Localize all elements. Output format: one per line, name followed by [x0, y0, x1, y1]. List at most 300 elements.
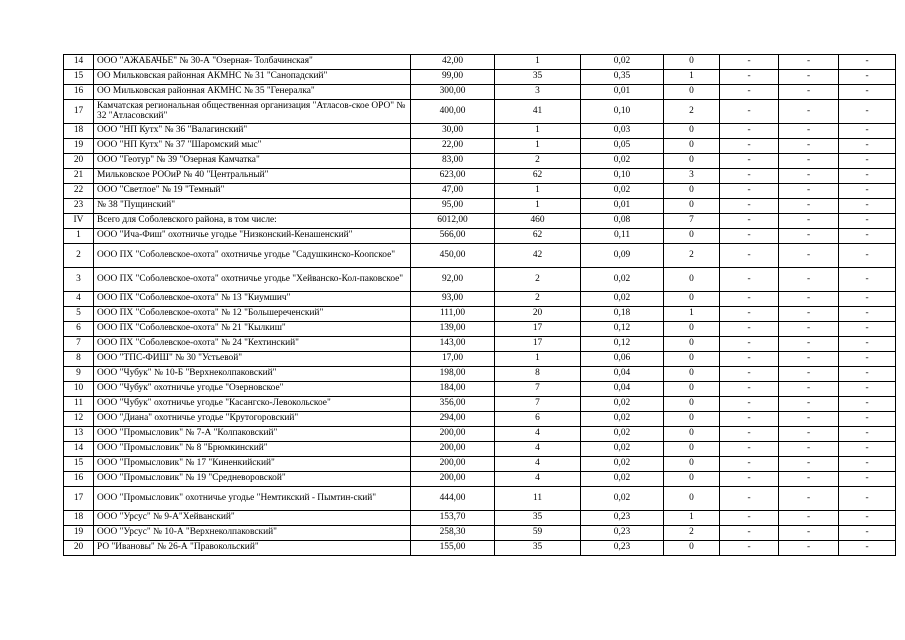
- density-value: 0,02: [581, 442, 664, 457]
- col-7-value: -: [720, 199, 779, 214]
- table-row: [64, 184, 896, 199]
- table-row: [64, 307, 896, 322]
- quota-value: 0: [664, 229, 720, 244]
- col-9-value: -: [839, 427, 896, 442]
- density-value: 0,06: [581, 352, 664, 367]
- organization-name: ООО ПХ "Соболевское-охота" охотничье угодье "Садушкинско-Коопское": [94, 244, 411, 268]
- quota-value: 7: [664, 214, 720, 229]
- organization-name: ООО "Геотур" № 39 "Озерная Камчатка": [94, 154, 411, 169]
- col-8-value: -: [779, 85, 839, 100]
- count-value: 4: [495, 427, 581, 442]
- quota-value: 0: [664, 322, 720, 337]
- row-number: 15: [64, 457, 94, 472]
- quota-value: 0: [664, 55, 720, 70]
- table-row: [64, 268, 896, 292]
- area-value: 153,70: [411, 511, 495, 526]
- organization-name: ООО "Промысловик" № 7-А "Колпаковский": [94, 427, 411, 442]
- count-value: 17: [495, 337, 581, 352]
- col-9-value: -: [839, 526, 896, 541]
- col-9-value: -: [839, 100, 896, 124]
- row-number: 15: [64, 70, 94, 85]
- count-value: 1: [495, 199, 581, 214]
- area-value: 450,00: [411, 244, 495, 268]
- area-value: 258,30: [411, 526, 495, 541]
- quota-value: 0: [664, 412, 720, 427]
- row-number: 5: [64, 307, 94, 322]
- organization-name: ООО "Светлое" № 19 "Темный": [94, 184, 411, 199]
- row-number: 22: [64, 184, 94, 199]
- row-number: 3: [64, 268, 94, 292]
- quota-value: 0: [664, 457, 720, 472]
- col-8-value: -: [779, 268, 839, 292]
- density-value: 0,12: [581, 322, 664, 337]
- col-7-value: -: [720, 472, 779, 487]
- col-8-value: -: [779, 472, 839, 487]
- area-value: 300,00: [411, 85, 495, 100]
- table-row: [64, 292, 896, 307]
- row-number: 14: [64, 442, 94, 457]
- col-9-value: -: [839, 124, 896, 139]
- col-7-value: -: [720, 214, 779, 229]
- col-7-value: -: [720, 292, 779, 307]
- row-number: 1: [64, 229, 94, 244]
- area-value: 30,00: [411, 124, 495, 139]
- col-7-value: -: [720, 457, 779, 472]
- col-8-value: -: [779, 382, 839, 397]
- col-7-value: -: [720, 169, 779, 184]
- area-value: 47,00: [411, 184, 495, 199]
- density-value: 0,02: [581, 427, 664, 442]
- table-row: [64, 382, 896, 397]
- row-number: 4: [64, 292, 94, 307]
- col-8-value: -: [779, 55, 839, 70]
- quota-value: 0: [664, 292, 720, 307]
- col-8-value: -: [779, 511, 839, 526]
- row-number: 19: [64, 139, 94, 154]
- quota-value: 2: [664, 526, 720, 541]
- quota-value: 1: [664, 511, 720, 526]
- count-value: 62: [495, 229, 581, 244]
- col-7-value: -: [720, 322, 779, 337]
- col-9-value: -: [839, 169, 896, 184]
- organization-name: Мильковское РООиР № 40 "Центральный": [94, 169, 411, 184]
- organization-name: ООО ПХ "Соболевское-охота" охотничье угодье "Хейванско-Кол-паковское": [94, 268, 411, 292]
- col-9-value: -: [839, 397, 896, 412]
- col-7-value: -: [720, 487, 779, 511]
- quota-value: 3: [664, 169, 720, 184]
- col-7-value: -: [720, 427, 779, 442]
- table-row: [64, 199, 896, 214]
- count-value: 42: [495, 244, 581, 268]
- organization-name: Камчатская региональная общественная организация "Атласов-ское ОРО" № 32 "Атласовский": [94, 100, 411, 124]
- row-number: 16: [64, 472, 94, 487]
- row-number: 2: [64, 244, 94, 268]
- organization-name: ООО "Урсус" № 10-А "Верхнеколпаковский": [94, 526, 411, 541]
- organization-name: ООО "АЖАБАЧЬЕ" № 30-А "Озерная- Толбачинская": [94, 55, 411, 70]
- row-number: 20: [64, 541, 94, 556]
- col-8-value: -: [779, 229, 839, 244]
- table-row: [64, 322, 896, 337]
- col-9-value: -: [839, 352, 896, 367]
- quota-value: 0: [664, 199, 720, 214]
- area-value: 200,00: [411, 442, 495, 457]
- count-value: 4: [495, 442, 581, 457]
- col-9-value: -: [839, 541, 896, 556]
- count-value: 1: [495, 139, 581, 154]
- row-number: 18: [64, 124, 94, 139]
- organization-name: ОО Мильковская районная АКМНС № 31 "Санопадский": [94, 70, 411, 85]
- col-8-value: -: [779, 526, 839, 541]
- quota-value: 0: [664, 337, 720, 352]
- table-row: [64, 526, 896, 541]
- organization-name: ООО ПХ "Соболевское-охота" № 21 "Кылкиш": [94, 322, 411, 337]
- organization-name: ООО "Чубук" № 10-Б "Верхнеколпаковский": [94, 367, 411, 382]
- organization-name: ООО "Урсус" № 9-А"Хейванский": [94, 511, 411, 526]
- density-value: 0,10: [581, 100, 664, 124]
- count-value: 7: [495, 382, 581, 397]
- col-9-value: -: [839, 199, 896, 214]
- organization-name: ООО "Ича-Фиш" охотничье угодье "Низконский-Кенашенский": [94, 229, 411, 244]
- col-8-value: -: [779, 199, 839, 214]
- count-value: 59: [495, 526, 581, 541]
- col-8-value: -: [779, 541, 839, 556]
- row-number: 16: [64, 85, 94, 100]
- table-row: [64, 154, 896, 169]
- density-value: 0,35: [581, 70, 664, 85]
- col-9-value: -: [839, 85, 896, 100]
- density-value: 0,02: [581, 55, 664, 70]
- col-8-value: -: [779, 457, 839, 472]
- col-9-value: -: [839, 382, 896, 397]
- density-value: 0,18: [581, 307, 664, 322]
- organization-name: ООО ПХ "Соболевское-охота" № 13 "Киумшич": [94, 292, 411, 307]
- col-9-value: -: [839, 268, 896, 292]
- col-9-value: -: [839, 229, 896, 244]
- area-value: 356,00: [411, 397, 495, 412]
- col-8-value: -: [779, 169, 839, 184]
- area-value: 155,00: [411, 541, 495, 556]
- area-value: 139,00: [411, 322, 495, 337]
- table-row: [64, 367, 896, 382]
- density-value: 0,02: [581, 397, 664, 412]
- density-value: 0,02: [581, 487, 664, 511]
- quota-value: 0: [664, 352, 720, 367]
- organization-name: № 38 "Пущинский": [94, 199, 411, 214]
- table-row: [64, 337, 896, 352]
- area-value: 92,00: [411, 268, 495, 292]
- quota-value: 2: [664, 244, 720, 268]
- area-value: 184,00: [411, 382, 495, 397]
- density-value: 0,01: [581, 199, 664, 214]
- quota-value: 2: [664, 100, 720, 124]
- col-8-value: -: [779, 100, 839, 124]
- row-number: IV: [64, 214, 94, 229]
- col-9-value: -: [839, 337, 896, 352]
- col-9-value: -: [839, 154, 896, 169]
- count-value: 8: [495, 367, 581, 382]
- col-8-value: -: [779, 322, 839, 337]
- col-7-value: -: [720, 184, 779, 199]
- col-9-value: -: [839, 442, 896, 457]
- quota-value: 1: [664, 70, 720, 85]
- density-value: 0,02: [581, 412, 664, 427]
- col-8-value: -: [779, 442, 839, 457]
- area-value: 83,00: [411, 154, 495, 169]
- count-value: 3: [495, 85, 581, 100]
- col-8-value: -: [779, 337, 839, 352]
- quota-value: 0: [664, 472, 720, 487]
- count-value: 35: [495, 70, 581, 85]
- col-9-value: -: [839, 307, 896, 322]
- organization-name: ООО "Промысловик" № 8 "Брюмкинский": [94, 442, 411, 457]
- table-row: [64, 427, 896, 442]
- col-8-value: -: [779, 124, 839, 139]
- quota-value: 0: [664, 154, 720, 169]
- area-value: 200,00: [411, 457, 495, 472]
- table-row: [64, 214, 896, 229]
- area-value: 200,00: [411, 427, 495, 442]
- quota-value: 0: [664, 85, 720, 100]
- organization-name: ООО ПХ "Соболевское-охота" № 24 "Кехтинский": [94, 337, 411, 352]
- col-7-value: -: [720, 442, 779, 457]
- col-8-value: -: [779, 184, 839, 199]
- col-8-value: -: [779, 292, 839, 307]
- area-value: 22,00: [411, 139, 495, 154]
- col-7-value: -: [720, 382, 779, 397]
- col-7-value: -: [720, 244, 779, 268]
- col-7-value: -: [720, 154, 779, 169]
- count-value: 4: [495, 457, 581, 472]
- density-value: 0,02: [581, 184, 664, 199]
- density-value: 0,23: [581, 526, 664, 541]
- table-row: [64, 472, 896, 487]
- row-number: 23: [64, 199, 94, 214]
- area-value: 400,00: [411, 100, 495, 124]
- col-8-value: -: [779, 244, 839, 268]
- table-row: [64, 100, 896, 124]
- col-7-value: -: [720, 367, 779, 382]
- col-7-value: -: [720, 541, 779, 556]
- organization-name: ОО Мильковская районная АКМНС № 35 "Генералка": [94, 85, 411, 100]
- organization-name: Всего для Соболевского района, в том числе:: [94, 214, 411, 229]
- area-value: 99,00: [411, 70, 495, 85]
- row-number: 18: [64, 511, 94, 526]
- col-9-value: -: [839, 70, 896, 85]
- organization-name: ООО ПХ "Соболевское-охота" № 12 "Большереченский": [94, 307, 411, 322]
- row-number: 7: [64, 337, 94, 352]
- col-9-value: -: [839, 472, 896, 487]
- col-7-value: -: [720, 397, 779, 412]
- organization-name: РО "Ивановы" № 26-А "Правокольский": [94, 541, 411, 556]
- density-value: 0,02: [581, 292, 664, 307]
- count-value: 4: [495, 472, 581, 487]
- row-number: 20: [64, 154, 94, 169]
- quota-value: 0: [664, 268, 720, 292]
- area-value: 95,00: [411, 199, 495, 214]
- col-9-value: -: [839, 457, 896, 472]
- col-9-value: -: [839, 55, 896, 70]
- density-value: 0,10: [581, 169, 664, 184]
- count-value: 460: [495, 214, 581, 229]
- col-8-value: -: [779, 367, 839, 382]
- table-row: [64, 229, 896, 244]
- col-9-value: -: [839, 184, 896, 199]
- row-number: 17: [64, 487, 94, 511]
- col-7-value: -: [720, 352, 779, 367]
- count-value: 6: [495, 412, 581, 427]
- table-row: [64, 352, 896, 367]
- row-number: 8: [64, 352, 94, 367]
- organization-name: ООО "Промысловик" № 17 "Киненкийский": [94, 457, 411, 472]
- density-value: 0,12: [581, 337, 664, 352]
- table-row: [64, 397, 896, 412]
- table-row: [64, 55, 896, 70]
- count-value: 1: [495, 55, 581, 70]
- table-row: [64, 85, 896, 100]
- area-value: 17,00: [411, 352, 495, 367]
- count-value: 20: [495, 307, 581, 322]
- count-value: 62: [495, 169, 581, 184]
- count-value: 7: [495, 397, 581, 412]
- col-8-value: -: [779, 397, 839, 412]
- area-value: 143,00: [411, 337, 495, 352]
- table-row: [64, 244, 896, 268]
- organization-name: ООО "Промысловик" № 19 "Средневоровской": [94, 472, 411, 487]
- col-7-value: -: [720, 139, 779, 154]
- col-8-value: -: [779, 307, 839, 322]
- col-9-value: -: [839, 412, 896, 427]
- col-9-value: -: [839, 511, 896, 526]
- quota-value: 0: [664, 184, 720, 199]
- area-value: 198,00: [411, 367, 495, 382]
- density-value: 0,04: [581, 382, 664, 397]
- count-value: 35: [495, 541, 581, 556]
- quota-value: 1: [664, 307, 720, 322]
- col-9-value: -: [839, 139, 896, 154]
- col-8-value: -: [779, 139, 839, 154]
- count-value: 2: [495, 292, 581, 307]
- row-number: 6: [64, 322, 94, 337]
- col-9-value: -: [839, 322, 896, 337]
- table-row: [64, 412, 896, 427]
- col-7-value: -: [720, 526, 779, 541]
- row-number: 10: [64, 382, 94, 397]
- density-value: 0,04: [581, 367, 664, 382]
- row-number: 19: [64, 526, 94, 541]
- col-7-value: -: [720, 70, 779, 85]
- count-value: 2: [495, 268, 581, 292]
- count-value: 1: [495, 352, 581, 367]
- quota-value: 0: [664, 139, 720, 154]
- col-8-value: -: [779, 70, 839, 85]
- table-body: [64, 55, 896, 556]
- table-row: [64, 442, 896, 457]
- table-row: [64, 487, 896, 511]
- density-value: 0,02: [581, 154, 664, 169]
- density-value: 0,08: [581, 214, 664, 229]
- count-value: 1: [495, 124, 581, 139]
- area-value: 111,00: [411, 307, 495, 322]
- area-value: 566,00: [411, 229, 495, 244]
- density-value: 0,03: [581, 124, 664, 139]
- density-value: 0,01: [581, 85, 664, 100]
- col-7-value: -: [720, 124, 779, 139]
- organization-name: ООО "Промысловик" охотничье угодье "Немтикский - Пымтин-ский": [94, 487, 411, 511]
- table-row: [64, 511, 896, 526]
- table-row: [64, 139, 896, 154]
- data-table: [63, 54, 896, 556]
- quota-value: 0: [664, 397, 720, 412]
- col-7-value: -: [720, 412, 779, 427]
- col-9-value: -: [839, 292, 896, 307]
- col-7-value: -: [720, 55, 779, 70]
- quota-value: 0: [664, 541, 720, 556]
- col-9-value: -: [839, 367, 896, 382]
- area-value: 6012,00: [411, 214, 495, 229]
- count-value: 41: [495, 100, 581, 124]
- area-value: 42,00: [411, 55, 495, 70]
- table-row: [64, 124, 896, 139]
- table-row: [64, 541, 896, 556]
- col-9-value: -: [839, 214, 896, 229]
- quota-value: 0: [664, 442, 720, 457]
- area-value: 93,00: [411, 292, 495, 307]
- organization-name: ООО "Чубук" охотничье угодье "Озерновское": [94, 382, 411, 397]
- organization-name: ООО "ТПС-ФИШ" № 30 "Устьевой": [94, 352, 411, 367]
- row-number: 21: [64, 169, 94, 184]
- col-8-value: -: [779, 154, 839, 169]
- col-7-value: -: [720, 85, 779, 100]
- quota-value: 0: [664, 427, 720, 442]
- area-value: 200,00: [411, 472, 495, 487]
- area-value: 294,00: [411, 412, 495, 427]
- quota-value: 0: [664, 367, 720, 382]
- col-7-value: -: [720, 229, 779, 244]
- table-row: [64, 70, 896, 85]
- organization-name: ООО "Чубук" охотничье угодье "Касангско-Левокольское": [94, 397, 411, 412]
- col-7-value: -: [720, 100, 779, 124]
- count-value: 35: [495, 511, 581, 526]
- col-8-value: -: [779, 487, 839, 511]
- quota-value: 0: [664, 487, 720, 511]
- col-9-value: -: [839, 244, 896, 268]
- count-value: 1: [495, 184, 581, 199]
- organization-name: ООО "НП Кутх" № 36 "Валагинский": [94, 124, 411, 139]
- col-7-value: -: [720, 268, 779, 292]
- density-value: 0,05: [581, 139, 664, 154]
- table-row: [64, 457, 896, 472]
- quota-value: 0: [664, 382, 720, 397]
- col-8-value: -: [779, 352, 839, 367]
- col-8-value: -: [779, 214, 839, 229]
- count-value: 2: [495, 154, 581, 169]
- density-value: 0,09: [581, 244, 664, 268]
- density-value: 0,02: [581, 268, 664, 292]
- col-7-value: -: [720, 337, 779, 352]
- col-7-value: -: [720, 307, 779, 322]
- density-value: 0,02: [581, 472, 664, 487]
- col-7-value: -: [720, 511, 779, 526]
- table-row: [64, 169, 896, 184]
- area-value: 623,00: [411, 169, 495, 184]
- row-number: 9: [64, 367, 94, 382]
- row-number: 13: [64, 427, 94, 442]
- density-value: 0,23: [581, 511, 664, 526]
- density-value: 0,02: [581, 457, 664, 472]
- col-8-value: -: [779, 427, 839, 442]
- organization-name: ООО "НП Кутх" № 37 "Шаромский мыс": [94, 139, 411, 154]
- row-number: 14: [64, 55, 94, 70]
